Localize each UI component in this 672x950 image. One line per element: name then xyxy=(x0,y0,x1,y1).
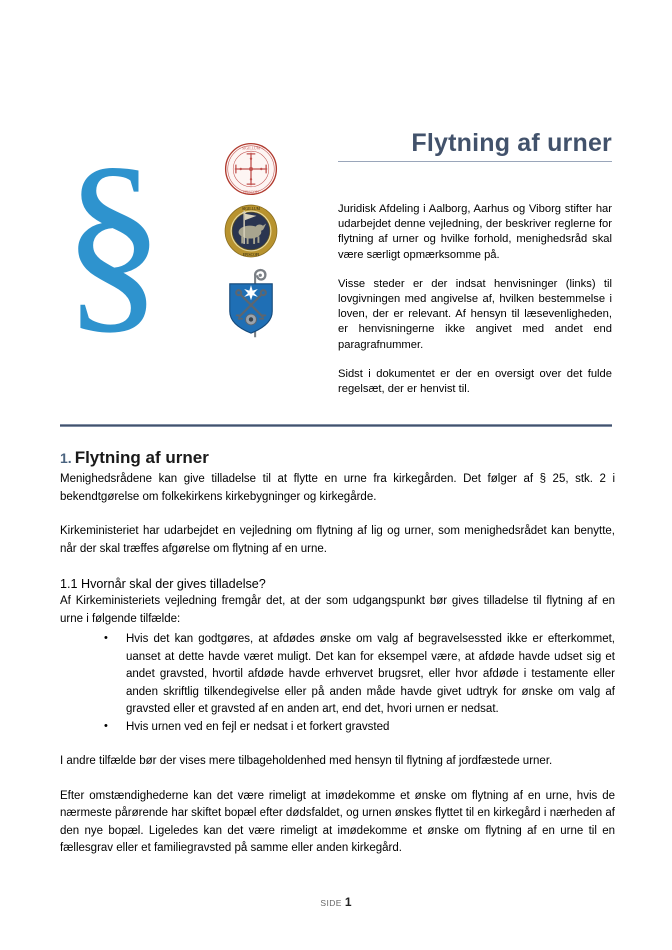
section-paragraph-3: Af Kirkeministeriets vejledning fremgår det, at der som udgangspunkt bør gives tilladelse til flytning af en urne i følgende tilfælde: xyxy=(60,595,615,625)
svg-text:EPISCOPI: EPISCOPI xyxy=(242,190,260,195)
conditions-list xyxy=(60,631,615,736)
intro-paragraph-2: Visse steder er der indsat henvisninger (links) til lovgivningen med angivelse af, hvilken bestemmelse i loven, der er relevant. Af hensyn til læsevenligheden, er henvisningerne ikke angivet med andet end paragrafnummer. xyxy=(338,277,612,351)
viborg-stift-seal-icon xyxy=(224,204,278,258)
list-item: • Hvis urnen ved en fejl er nedsat i et forkert gravsted xyxy=(104,719,615,737)
intro-paragraph-3: Sidst i dokumentet er der en oversigt over det fulde regelsæt, der er henvist til. xyxy=(338,367,612,396)
section-number: 1. xyxy=(60,450,72,466)
intro-block xyxy=(338,202,612,397)
document-header xyxy=(60,125,612,398)
section-paragraph-1: Menighedsrådene kan give tilladelse til at flytte en urne fra kirkegården. Det følger af § 25, stk. 2 i bekendtgørelse om folkekirkens kirkebygninger og kirkegårde. xyxy=(60,473,615,503)
intro-paragraph-1: Juridisk Afdeling i Aalborg, Aarhus og Viborg stifter har udarbejdet denne vejledning, der beskriver reglerne for flytning af urner og hvilke forhold, menighedsråd skal være særligt opmærksomme på. xyxy=(338,203,612,261)
page-title: Flytning af urner xyxy=(411,129,612,157)
page-footer xyxy=(0,893,672,911)
svg-text:SIGILLUM: SIGILLUM xyxy=(242,206,260,211)
section-paragraph-5: Efter omstændighederne kan det være rimeligt at imødekomme et ønske om flytning af en urne, hvis de nærmeste pårørende har skiftet bopæl efter dødsfaldet, og urnen ønskes flyttet til en kirkegård i nærheden af den nye bopæl. Ligeledes kan det være rimeligt at imødekomme et ønske om flytning af en urne til en fællesgrav eller et familiegravsted på samme eller anden kirkegård. xyxy=(60,789,615,854)
aalborg-stift-seal-icon xyxy=(224,142,278,196)
seal-group xyxy=(212,142,290,340)
paragraph-symbol-icon: § xyxy=(62,125,165,352)
section-heading xyxy=(60,447,615,469)
title-column xyxy=(338,128,612,397)
aarhus-stift-coat-of-arms-icon xyxy=(220,266,282,340)
title-underline-rule xyxy=(338,161,612,162)
logo-area xyxy=(60,125,290,398)
header-divider-rule xyxy=(60,424,612,427)
footer-side-label: SIDE xyxy=(320,898,342,908)
list-item: • Hvis det kan godtgøres, at afdødes ønske om valg af begravelsessted ikke er efterkommet, uanset at dette havde været muligt. Det kan for eksempel være, at afdøde havde udset sig et andet gravsted, hvortil afdøde havde erhvervet brugsret, eller hvor afdøde i testamente eller anden skriftlig tilkendegivelse eller på anden måde havde givet udtryk for ønske om valg af gravsted eller et gravsted af en anden art, end det, hvori urnen er nedsat. xyxy=(104,631,615,719)
svg-text:SIGILLUM: SIGILLUM xyxy=(242,146,260,151)
svg-text:EPISCOPI: EPISCOPI xyxy=(242,252,260,257)
section-paragraph-4: I andre tilfælde bør der vises mere tilbageholdenhed med hensyn til flytning af jordfæstede urner. xyxy=(60,755,553,767)
section-paragraph-2: Kirkeministeriet har udarbejdet en vejledning om flytning af lig og urner, som menighedsrådet kan benytte, når der skal træffes afgørelse om flytning af en urne. xyxy=(60,525,615,555)
section-heading-text: Flytning af urner xyxy=(74,448,209,467)
document-body xyxy=(60,447,615,858)
subsection-heading: 1.1 Hvornår skal der gives tilladelse? xyxy=(60,577,266,591)
footer-page-number: 1 xyxy=(344,895,352,909)
